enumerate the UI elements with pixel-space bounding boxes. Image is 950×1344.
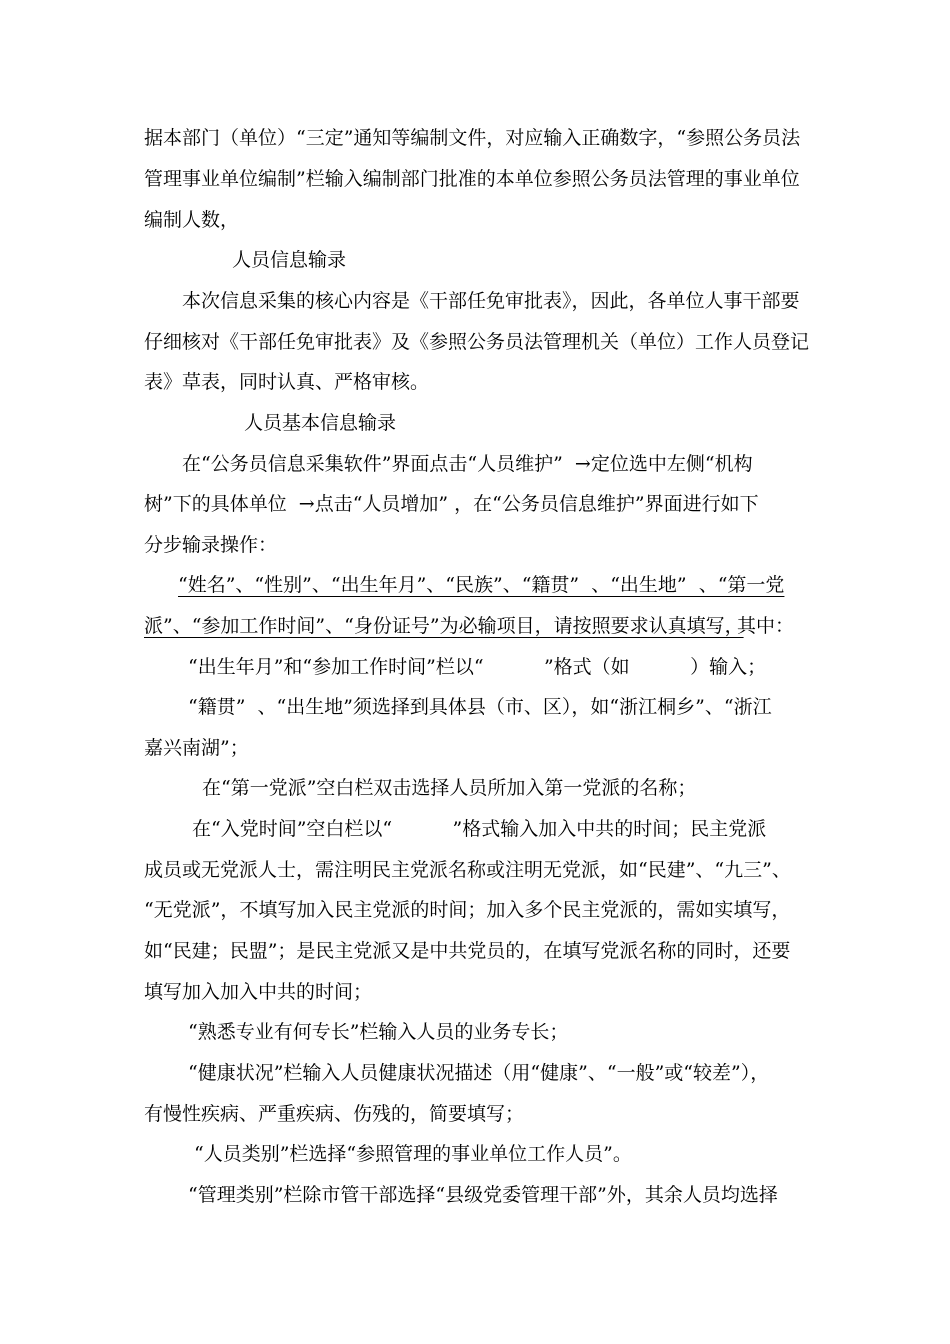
paragraph-line: 成员或无党派人士，需注明民主党派名称或注明无党派，如“民建”、“九三”、 <box>144 859 791 881</box>
paragraph-line: “熟悉专业有何专长”栏输入人员的业务专长； <box>188 1021 569 1043</box>
paragraph-line: “人员类别”栏选择“参照管理的事业单位工作人员”。 <box>194 1143 632 1165</box>
paragraph-line: 树”下的具体单位 →点击“人员增加” ，在“公务员信息维护”界面进行如下 <box>144 493 759 515</box>
underlined-line: 派”、“参加工作时间”、“身份证号”为必输项目，请按照要求认真填写， <box>144 615 744 637</box>
paragraph-line: 在“第一党派”空白栏双击选择人员所加入第一党派的名称； <box>202 777 697 799</box>
paragraph-line: 填写加入加入中共的时间； <box>144 981 373 1003</box>
paragraph-line: 如“民建；民盟”；是民主党派又是中共党员的，在填写党派名称的同时，还要 <box>144 940 791 962</box>
paragraph-line: “籍贯” 、“出生地”须选择到具体县（市、区），如“浙江桐乡”、“浙江 <box>188 696 772 718</box>
paragraph-line: 在“入党时间”空白栏以“ ”格式输入加入中共的时间；民主党派 <box>192 818 767 840</box>
paragraph-line: “健康状况”栏输入人员健康状况描述（用“健康”、“一般”或“较差”）， <box>188 1062 770 1084</box>
paragraph-line: “管理类别”栏除市管干部选择“县级党委管理干部”外，其余人员均选择 <box>188 1184 778 1206</box>
paragraph-line: 管理事业单位编制”栏输入编制部门批准的本单位参照公务员法管理的事业单位 <box>144 168 800 190</box>
paragraph-line: 仔细核对《干部任免审批表》及《参照公务员法管理机关（单位）工作人员登记 <box>144 331 810 353</box>
paragraph-line: 本次信息采集的核心内容是《干部任免审批表》，因此，各单位人事干部要 <box>182 290 800 312</box>
paragraph-line: “无党派”，不填写加入民主党派的时间；加入多个民主党派的，需如实填写， <box>144 899 791 921</box>
paragraph-line: 编制人数， <box>144 209 240 231</box>
section-heading: 人员基本信息输录 <box>244 412 397 434</box>
paragraph-line: 在“公务员信息采集软件”界面点击“人员维护” →定位选中左侧“机构 <box>182 453 753 475</box>
paragraph-line: 其中： <box>737 615 795 637</box>
paragraph-line: 据本部门（单位）“三定”通知等编制文件，对应输入正确数字，“参照公务员法 <box>144 127 801 149</box>
paragraph-line: “出生年月”和“参加工作时间”栏以“ ”格式（如 ）输入； <box>188 656 767 678</box>
underlined-line: “姓名”、“性别”、“出生年月”、“民族”、“籍贯” 、“出生地” 、“第一党 <box>178 574 785 596</box>
paragraph-line: 表》草表，同时认真、严格审核。 <box>144 371 430 393</box>
paragraph-line: 分步输录操作： <box>144 534 278 556</box>
paragraph-line: 嘉兴南湖”； <box>144 737 249 759</box>
section-heading: 人员信息输录 <box>232 249 347 271</box>
paragraph-line: 有慢性疾病、严重疾病、伤残的，简要填写； <box>144 1103 525 1125</box>
